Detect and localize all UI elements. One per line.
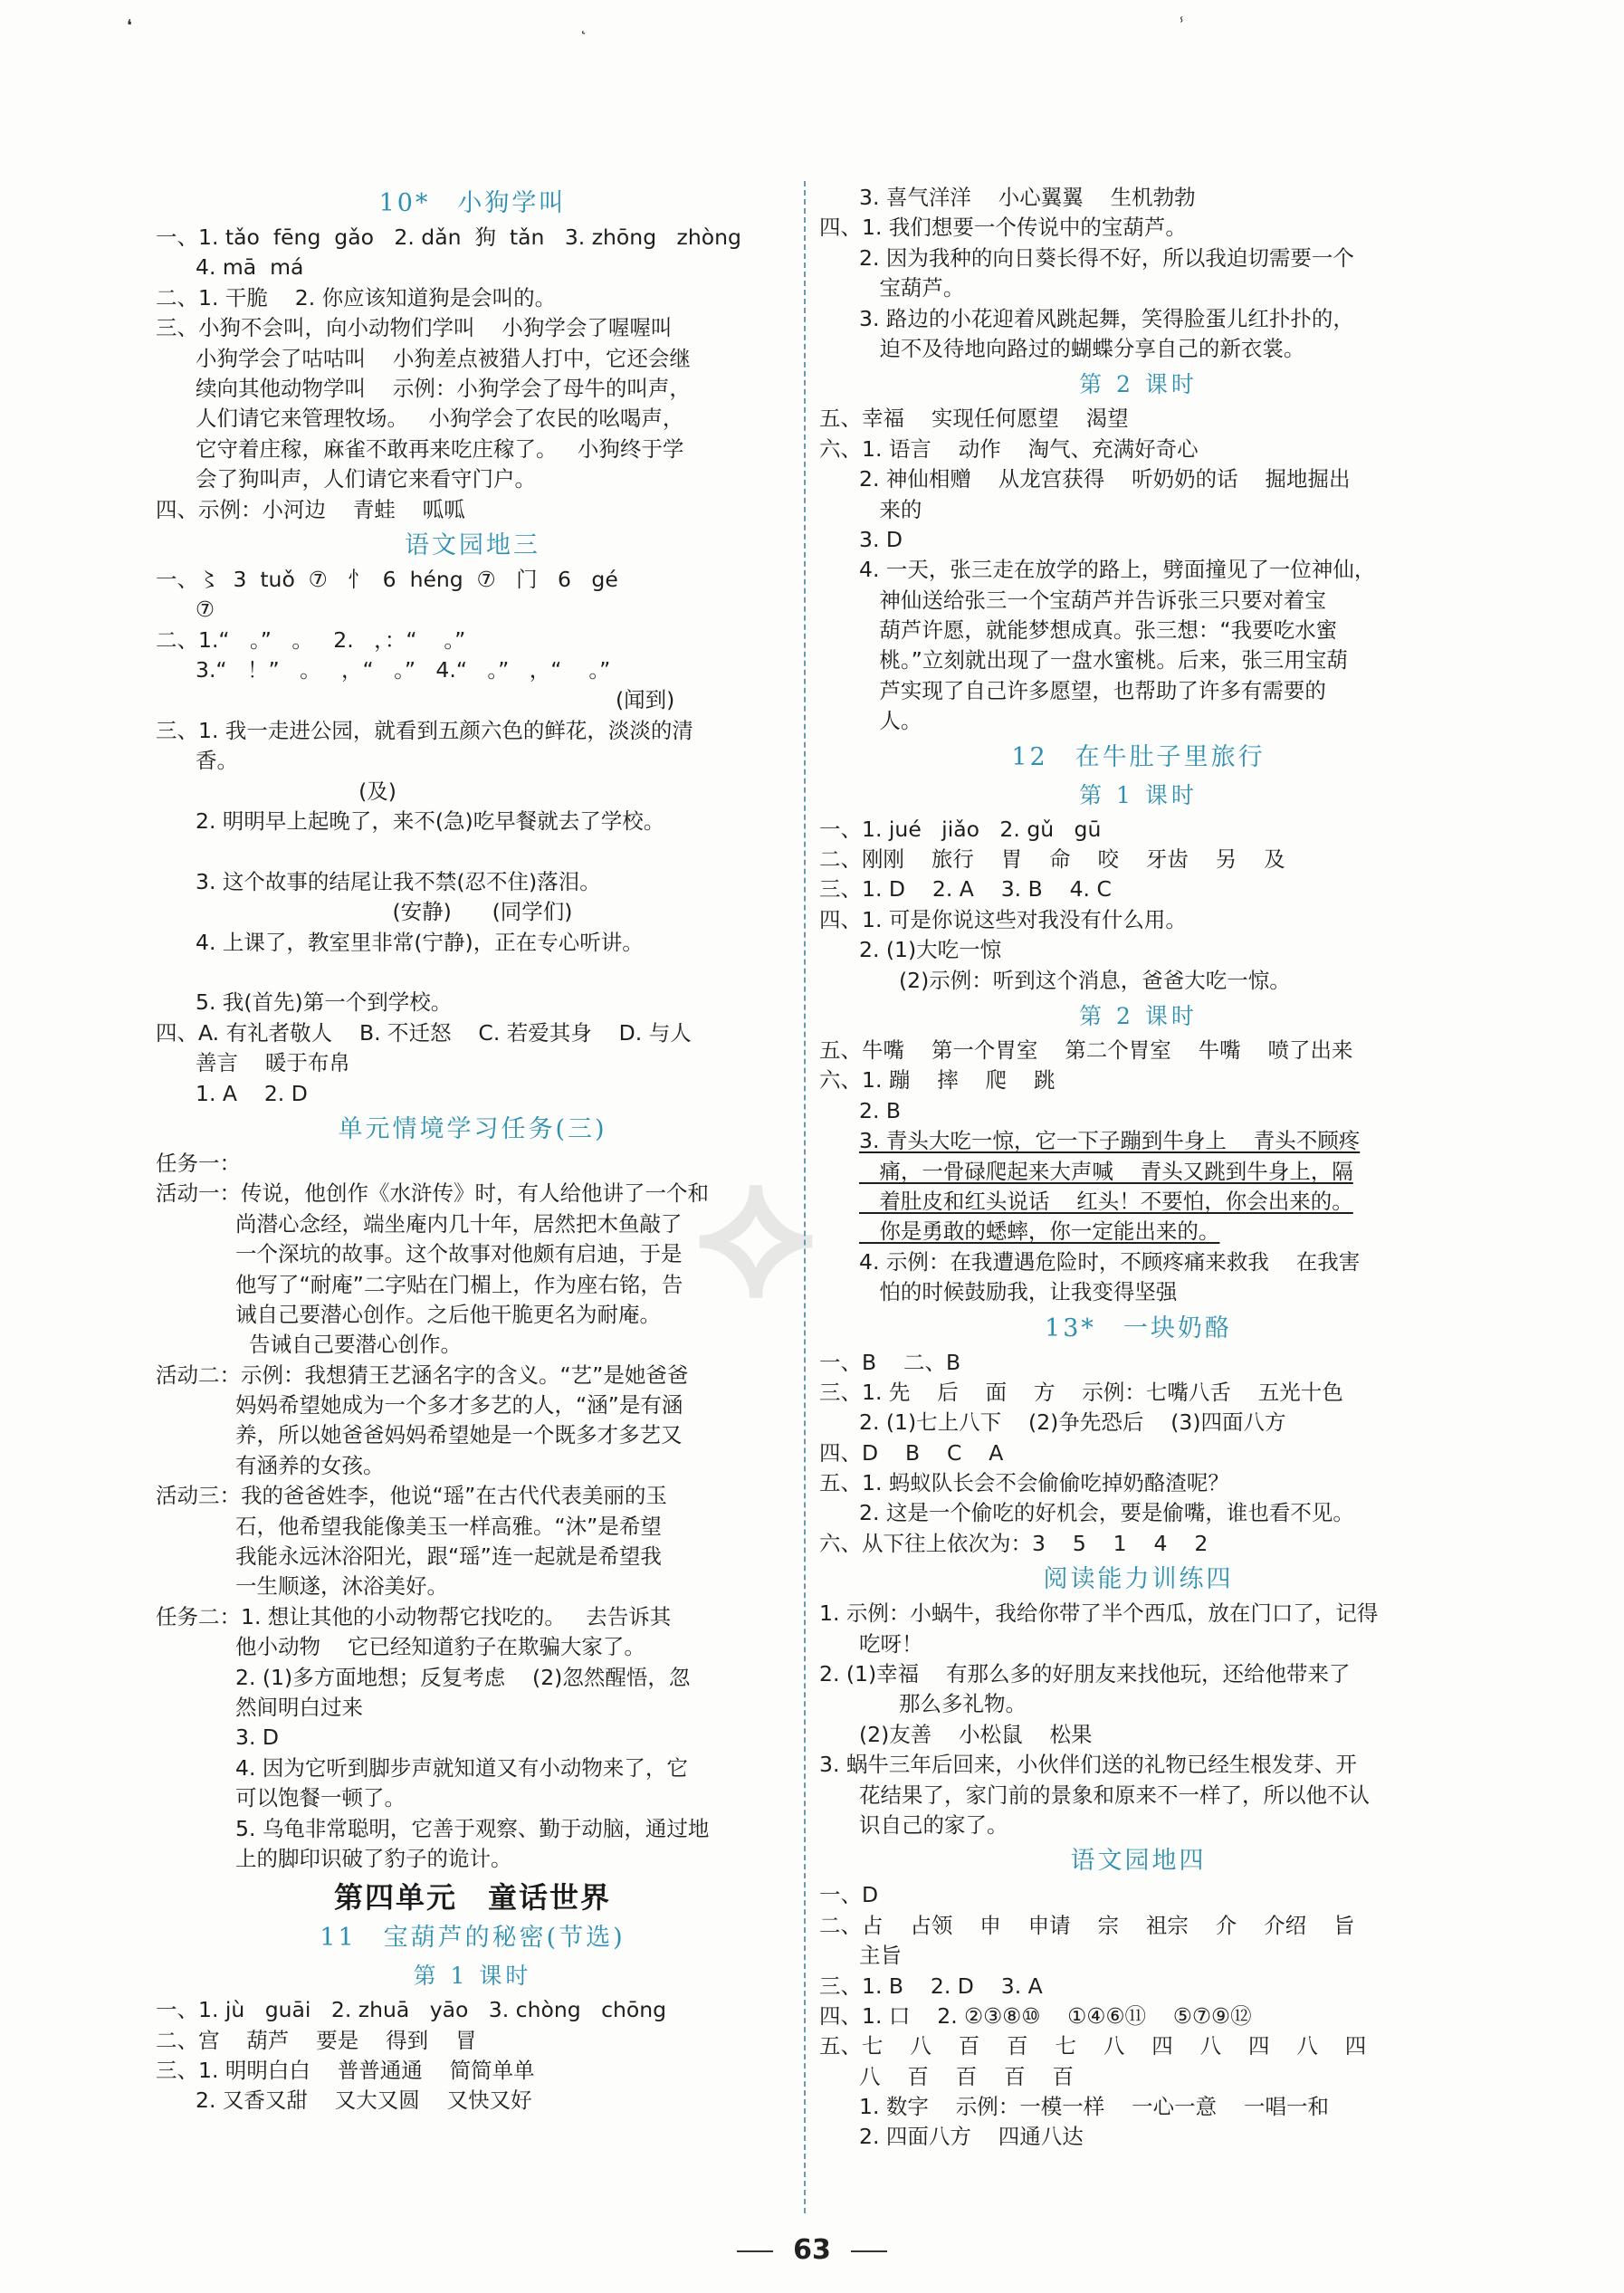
answer-text: 你是勇敢的蟋蟀，你一定能出来的。 bbox=[859, 1218, 1220, 1245]
column-divider bbox=[804, 181, 806, 2213]
answer-text: 可以饱餐一顿了。 bbox=[235, 1785, 406, 1811]
answer-line bbox=[819, 244, 1457, 273]
answer-text: 主旨 bbox=[859, 1943, 902, 1969]
answer-text: 2. (1)多方面地想；反复考虑 (2)忽然醒悟，忽 bbox=[235, 1664, 691, 1690]
answer-line bbox=[156, 777, 789, 807]
answer-line bbox=[819, 905, 1457, 935]
answer-text: 3. 蜗牛三年后回来，小伙伴们送的礼物已经生根发芽、开 bbox=[819, 1752, 1357, 1778]
answer-line bbox=[819, 1689, 1457, 1719]
answer-text: 尚潜心念经，端坐庵内几十年，居然把木鱼敲了 bbox=[235, 1210, 683, 1237]
answer-line bbox=[156, 1481, 789, 1511]
answer-line bbox=[819, 706, 1457, 736]
answer-text: 吃呀！ bbox=[859, 1630, 923, 1657]
answer-line bbox=[819, 1781, 1457, 1811]
answer-line bbox=[156, 1079, 789, 1109]
answer-line bbox=[156, 404, 789, 434]
answer-line bbox=[819, 1217, 1457, 1247]
answer-text: 第 2 课时 bbox=[1079, 371, 1198, 398]
answer-text: 五、幸福 实现任何愿望 渴望 bbox=[819, 406, 1129, 432]
answer-line bbox=[156, 1209, 789, 1239]
answer-line bbox=[819, 1941, 1457, 1971]
answer-text: (闻到) bbox=[156, 687, 675, 713]
answer-line bbox=[819, 213, 1457, 243]
answer-text: 来的 bbox=[859, 496, 922, 522]
answer-text: 3. 青头大吃一惊，它一下子蹦到牛身上 青头不顾疼 bbox=[859, 1128, 1361, 1154]
answer-text: 告诫自己要潜心创作。 bbox=[235, 1332, 462, 1358]
answer-text: 六、从下往上依次为：3 5 1 4 2 bbox=[819, 1530, 1208, 1556]
answer-text: 2. 四面八方 四通八达 bbox=[859, 2124, 1084, 2150]
answer-line bbox=[156, 988, 789, 1018]
answer-line bbox=[156, 1783, 789, 1813]
answer-line bbox=[156, 1995, 789, 2025]
answer-line bbox=[819, 183, 1457, 213]
answer-line bbox=[819, 1096, 1457, 1126]
answer-line bbox=[819, 555, 1457, 585]
answer-text: 4. 示例：在我遭遇危险时，不顾疼痛来救我 在我害 bbox=[859, 1248, 1361, 1275]
section-heading bbox=[819, 740, 1457, 775]
answer-text: 第 2 课时 bbox=[1079, 1002, 1198, 1029]
answer-text: (2)友善 小松鼠 松果 bbox=[859, 1721, 1093, 1747]
answer-line bbox=[156, 344, 789, 374]
answer-line bbox=[819, 1065, 1457, 1095]
answer-line bbox=[819, 1911, 1457, 1941]
answer-text: 上的脚印识破了豹子的诡计。 bbox=[235, 1845, 512, 1871]
answer-line bbox=[819, 586, 1457, 616]
answer-line bbox=[819, 1498, 1457, 1528]
answer-line bbox=[819, 1348, 1457, 1378]
answer-text: 一、1. jù guāi 2. zhuā yāo 3. chòng chōng bbox=[156, 1997, 667, 2023]
answer-text: 5. 我(首先)第一个到学校。 bbox=[196, 989, 453, 1016]
answer-line bbox=[819, 1972, 1457, 2002]
answer-text: 3.“ ！” 。 ，“ 。” 4.“ 。” ，“ 。” bbox=[196, 657, 611, 683]
answer-line bbox=[819, 1036, 1457, 1065]
answer-text: 迫不及待地向路过的蝴蝶分享自己的新衣裳。 bbox=[859, 335, 1305, 361]
answer-text: 单元情境学习任务(三) bbox=[338, 1114, 607, 1143]
answer-text: 葫芦许愿，就能梦想成真。张三想：“我要吃水蜜 bbox=[859, 617, 1338, 644]
footer-dash-left bbox=[737, 2250, 773, 2252]
answer-text: 六、1. 语言 动作 淘气、充满好奇心 bbox=[819, 435, 1199, 462]
answer-text: 1. 示例：小蜗牛，我给你带了半个西瓜，放在门口了，记得 bbox=[819, 1600, 1379, 1627]
answer-text: 2. 又香又甜 又大又圆 又快又好 bbox=[196, 2088, 532, 2114]
answer-text: 怕的时候鼓励我，让我变得坚强 bbox=[859, 1279, 1178, 1305]
answer-line bbox=[156, 1572, 789, 1601]
answer-line bbox=[156, 565, 789, 595]
answer-text: 1. 数字 示例：一模一样 一心一意 一唱一和 bbox=[859, 2094, 1330, 2120]
answer-line bbox=[819, 676, 1457, 706]
section-heading bbox=[819, 1312, 1457, 1346]
answer-text: 第 1 课时 bbox=[1079, 781, 1198, 808]
lesson-heading bbox=[819, 779, 1457, 813]
answer-text: 一、1. jué jiǎo 2. gǔ gū bbox=[819, 816, 1102, 842]
answer-line bbox=[156, 746, 789, 776]
corner-mark-left: ❛ bbox=[127, 16, 132, 35]
answer-text: 3. D bbox=[235, 1725, 279, 1751]
answer-line bbox=[156, 495, 789, 525]
answer-line bbox=[156, 1420, 789, 1450]
answer-line bbox=[819, 1720, 1457, 1750]
answer-line bbox=[156, 1149, 789, 1179]
answer-text: 三、1. B 2. D 3. A bbox=[819, 1973, 1043, 1999]
answer-text: 第四单元 童话世界 bbox=[333, 1880, 611, 1916]
faded-watermark: ⟡ bbox=[695, 1125, 817, 1336]
answer-line bbox=[819, 1811, 1457, 1840]
answer-text: 他小动物 它已经知道豹子在欺骗大家了。 bbox=[235, 1634, 645, 1660]
answer-text: 三、小狗不会叫，向小动物们学叫 小狗学会了喔喔叫 bbox=[156, 315, 673, 341]
answer-text: 2. 明明早上起晚了，来不(急)吃早餐就去了学校。 bbox=[196, 808, 665, 835]
answer-text: (及) bbox=[156, 778, 396, 804]
footer-dash-right bbox=[851, 2250, 887, 2252]
answer-line bbox=[156, 1361, 789, 1390]
answer-text: 识自己的家了。 bbox=[859, 1811, 1008, 1838]
answer-text: 三、1. D 2. A 3. B 4. C bbox=[819, 876, 1112, 903]
answer-text: 它守着庄稼，麻雀不敢再来吃庄稼了。 小狗终于学 bbox=[196, 435, 684, 462]
answer-text: 3. 这个故事的结尾让我不禁(忍不住)落泪。 bbox=[196, 868, 601, 894]
answer-line bbox=[819, 464, 1457, 494]
answer-line bbox=[156, 1693, 789, 1723]
answer-text: ⑦ bbox=[196, 597, 215, 623]
answer-text: 2. 这是一个偷吃的好机会，要是偷嘴，谁也看不见。 bbox=[859, 1500, 1354, 1526]
answer-text: 任务一： bbox=[156, 1150, 241, 1176]
answer-line bbox=[156, 626, 789, 655]
answer-line bbox=[156, 1542, 789, 1572]
answer-line bbox=[156, 464, 789, 494]
answer-line bbox=[156, 2026, 789, 2056]
lesson-heading bbox=[819, 999, 1457, 1034]
answer-text: 一、1. tǎo fēng gǎo 2. dǎn 狗 tǎn 3. zhōng zhòng bbox=[156, 225, 741, 250]
answer-text: 有涵养的女孩。 bbox=[235, 1452, 385, 1478]
answer-text: 2. (1)大吃一惊 bbox=[859, 937, 1002, 963]
answer-text: 一个深坑的故事。这个故事对他颇有启迪，于是 bbox=[235, 1241, 683, 1267]
answer-line bbox=[156, 1753, 789, 1783]
answer-line bbox=[156, 1814, 789, 1844]
answer-text: 三、1. 我一走进公园，就看到五颜六色的鲜花，淡淡的清 bbox=[156, 717, 693, 743]
answer-line bbox=[156, 1512, 789, 1542]
section-heading bbox=[156, 186, 789, 221]
answer-text: 活动三：我的爸爸姓李，他说“瑶”在古代代表美丽的玉 bbox=[156, 1483, 667, 1509]
answer-text: 二、宫 葫芦 要是 得到 冒 bbox=[156, 2027, 477, 2053]
answer-text: 着肚皮和红头说话 红头！不要怕，你会出来的。 bbox=[859, 1188, 1353, 1214]
answer-line bbox=[819, 1750, 1457, 1780]
answer-line bbox=[819, 1157, 1457, 1187]
answer-line bbox=[819, 1659, 1457, 1689]
answer-text: 我能永远沐浴阳光，跟“瑶”连一起就是希望我 bbox=[235, 1543, 662, 1570]
answer-line bbox=[156, 1270, 789, 1300]
answer-text: 八 百 百 百 百 bbox=[859, 2063, 1075, 2089]
answer-text: 五、1. 蚂蚁队长会不会偷偷吃掉奶酪渣呢？ bbox=[819, 1470, 1229, 1496]
answer-line bbox=[156, 655, 789, 685]
answer-line bbox=[156, 1179, 789, 1209]
answer-line bbox=[819, 815, 1457, 845]
answer-text: 四、A. 有礼者敬人 B. 不迁怒 C. 若爱其身 D. 与人 bbox=[156, 1019, 692, 1046]
page-number: 63 bbox=[793, 2234, 831, 2266]
answer-line bbox=[819, 845, 1457, 874]
answer-line bbox=[156, 1632, 789, 1662]
answer-line bbox=[156, 1300, 789, 1330]
answer-line bbox=[156, 958, 789, 988]
answer-line bbox=[819, 435, 1457, 464]
answer-text: 4. 因为它听到脚步声就知道又有小动物来了，它 bbox=[235, 1754, 688, 1781]
answer-text: 妈妈希望她成为一个多才多艺的人，“涵”是有涵 bbox=[235, 1392, 683, 1419]
answer-text: 花结果了，家门前的景象和原来不一样了，所以他不认 bbox=[859, 1782, 1370, 1808]
answer-text: 六、1. 蹦 摔 爬 跳 bbox=[819, 1067, 1056, 1094]
corner-mark-right: ⸯ bbox=[1177, 18, 1187, 37]
answer-text: 5. 乌龟非常聪明，它善于观察、勤于动脑，通过地 bbox=[235, 1815, 710, 1841]
answer-line bbox=[819, 404, 1457, 434]
answer-line bbox=[156, 283, 789, 313]
answer-text: 3. D bbox=[859, 526, 903, 552]
answer-text: 2. B bbox=[859, 1097, 902, 1123]
section-heading bbox=[156, 1113, 789, 1147]
answer-text: 阅读能力训练四 bbox=[1043, 1565, 1234, 1594]
answer-text: 宝葫芦。 bbox=[859, 275, 965, 301]
answer-line bbox=[156, 1663, 789, 1693]
answer-text: 12 在牛肚子里旅行 bbox=[1011, 742, 1266, 771]
answer-text: 续向其他动物学叫 示例：小狗学会了母牛的叫声， bbox=[196, 375, 691, 401]
answer-line bbox=[156, 897, 789, 927]
answer-line bbox=[156, 1239, 789, 1269]
answer-text: 活动二：示例：我想猜王艺涵名字的含义。“艺”是她爸爸 bbox=[156, 1361, 689, 1388]
answer-line bbox=[819, 935, 1457, 965]
answer-line bbox=[156, 807, 789, 836]
answer-line bbox=[819, 1408, 1457, 1438]
answer-text: 四、D B C A bbox=[819, 1439, 1004, 1466]
answer-text: 一、B 二、B bbox=[819, 1349, 961, 1375]
answer-line bbox=[819, 2122, 1457, 2152]
answer-line bbox=[819, 1378, 1457, 1408]
answer-line bbox=[156, 1602, 789, 1632]
answer-text: 石，他希望我能像美玉一样高雅。“沐”是希望 bbox=[235, 1513, 662, 1539]
section-heading bbox=[156, 1921, 789, 1955]
answer-line bbox=[156, 2056, 789, 2086]
answer-line bbox=[156, 836, 789, 866]
answer-text: 一、D bbox=[819, 1882, 879, 1908]
answer-text: 善言 暖于布帛 bbox=[196, 1050, 350, 1076]
answer-line bbox=[819, 2031, 1457, 2061]
answer-text: 那么多礼物。 bbox=[899, 1691, 1027, 1717]
corner-mark-middle: ˛ bbox=[579, 16, 588, 35]
answer-text: 他写了“耐庵”二字贴在门楣上，作为座右铭，告 bbox=[235, 1271, 683, 1297]
answer-text: 4. mā má bbox=[196, 254, 304, 281]
answer-line bbox=[819, 273, 1457, 303]
answer-text: 诫自己要潜心创作。之后他干脆更名为耐庵。 bbox=[235, 1301, 661, 1327]
answer-line bbox=[819, 304, 1457, 334]
answer-line bbox=[156, 928, 789, 958]
lesson-heading bbox=[819, 368, 1457, 402]
answer-line bbox=[156, 1048, 789, 1078]
answer-text: 芦实现了自己许多愿望，也帮助了许多有需要的 bbox=[859, 677, 1326, 703]
section-heading bbox=[156, 529, 789, 563]
answer-line bbox=[156, 313, 789, 343]
answer-line bbox=[819, 1277, 1457, 1307]
answer-text: 第 1 课时 bbox=[413, 1963, 532, 1990]
answer-text: 二、刚刚 旅行 胃 命 咬 牙齿 另 及 bbox=[819, 846, 1285, 873]
answer-text: 然间明白过来 bbox=[235, 1694, 363, 1720]
answer-text: (安静) (同学们) bbox=[156, 899, 573, 925]
answer-text: 痛，一骨碌爬起来大声喊 青头又跳到牛身上，隔 bbox=[859, 1158, 1353, 1184]
answer-line bbox=[156, 1018, 789, 1048]
answer-line bbox=[819, 495, 1457, 525]
right-column bbox=[819, 183, 1457, 2153]
answer-text: 三、1. 明明白白 普普通通 简简单单 bbox=[156, 2058, 535, 2084]
answer-line bbox=[156, 685, 789, 715]
answer-line bbox=[156, 1330, 789, 1360]
answer-line bbox=[819, 1187, 1457, 1217]
answer-line bbox=[819, 2092, 1457, 2122]
answer-text: 1. A 2. D bbox=[196, 1080, 308, 1106]
answer-line bbox=[156, 253, 789, 282]
answer-line bbox=[819, 1629, 1457, 1659]
answer-line bbox=[819, 1880, 1457, 1910]
section-heading bbox=[819, 1562, 1457, 1597]
answer-text: 3. 路边的小花迎着风跳起舞，笑得脸蛋儿红扑扑的， bbox=[859, 305, 1354, 331]
answer-text: 2. (1)七上八下 (2)争先恐后 (3)四面八方 bbox=[859, 1409, 1286, 1436]
answer-text: 四、示例：小河边 青蛙 呱呱 bbox=[156, 496, 465, 522]
answer-line bbox=[156, 716, 789, 746]
answer-line bbox=[819, 645, 1457, 675]
answer-text: 神仙送给张三一个宝葫芦并告诉张三只要对着宝 bbox=[859, 587, 1326, 613]
answer-line bbox=[156, 595, 789, 625]
answer-line bbox=[819, 1247, 1457, 1277]
answer-line bbox=[819, 2062, 1457, 2092]
answer-line bbox=[156, 867, 789, 897]
answer-text: 2. 因为我种的向日葵长得不好，所以我迫切需要一个 bbox=[859, 244, 1354, 271]
left-column bbox=[156, 183, 789, 2116]
answer-text: 2. 神仙相赠 从龙宫获得 听奶奶的话 掘地掘出 bbox=[859, 466, 1351, 492]
answer-text: 13* 一块奶酪 bbox=[1045, 1314, 1232, 1342]
answer-text: 会了狗叫声，人们请它来看守门户。 bbox=[196, 466, 536, 492]
answer-line bbox=[819, 1529, 1457, 1559]
section-heading bbox=[819, 1844, 1457, 1878]
answer-text: 4. 一天，张三走在放学的路上，劈面撞见了一位神仙， bbox=[859, 557, 1376, 583]
answer-text: 香。 bbox=[196, 748, 238, 774]
answer-text: 一、〻 3 tuǒ ⑦ 忄 6 héng ⑦ 门 6 gé bbox=[156, 566, 618, 592]
answer-line bbox=[156, 435, 789, 464]
unit-title bbox=[156, 1877, 789, 1917]
answer-text: 三、1. 先 后 面 方 示例：七嘴八舌 五光十色 bbox=[819, 1379, 1343, 1405]
answer-text: 二、1. 干脆 2. 你应该知道狗是会叫的。 bbox=[156, 284, 557, 311]
answer-text: 4. 上课了，教室里非常(宁静)，正在专心听讲。 bbox=[196, 929, 644, 955]
answer-line bbox=[819, 616, 1457, 645]
answer-line bbox=[819, 2002, 1457, 2031]
answer-text: 五、牛嘴 第一个胃室 第二个胃室 牛嘴 喷了出来 bbox=[819, 1037, 1353, 1063]
answer-line bbox=[819, 874, 1457, 904]
answer-text: 二、占 占领 申 申请 宗 祖宗 介 介绍 旨 bbox=[819, 1912, 1355, 1938]
answer-text: 语文园地四 bbox=[1070, 1847, 1207, 1876]
answer-line bbox=[819, 1468, 1457, 1498]
answer-line bbox=[156, 1723, 789, 1753]
answer-line bbox=[819, 1599, 1457, 1629]
answer-text: 五、七 八 百 百 七 八 四 八 四 八 四 bbox=[819, 2033, 1367, 2059]
answer-line bbox=[156, 1451, 789, 1481]
answer-text: 小狗学会了咕咕叫 小狗差点被猎人打中，它还会继 bbox=[196, 345, 691, 371]
answer-line bbox=[819, 525, 1457, 555]
answer-text: 语文园地三 bbox=[405, 530, 540, 559]
answer-text: 四、1. 口 2. ②③⑧⑩ ①④⑥⑪ ⑤⑦⑨⑫ bbox=[819, 2002, 1252, 2029]
answer-line bbox=[156, 2086, 789, 2116]
answer-text: 人们请它来管理牧场。 小狗学会了农民的吆喝声， bbox=[196, 406, 684, 432]
answer-line bbox=[819, 966, 1457, 996]
answer-text: 11 宝葫芦的秘密(节选) bbox=[320, 1924, 626, 1953]
answer-line bbox=[819, 1126, 1457, 1156]
page-footer bbox=[0, 2234, 1624, 2266]
answer-text: 一生顺遂，沐浴美好。 bbox=[235, 1573, 448, 1600]
answer-text: 3. 喜气洋洋 小心翼翼 生机勃勃 bbox=[859, 185, 1196, 210]
answer-line bbox=[819, 1438, 1457, 1468]
answer-text: 二、1.“ 。” 。 2. ，：“ 。” bbox=[156, 626, 466, 653]
answer-text: 养，所以她爸爸妈妈希望她是一个既多才多艺又 bbox=[235, 1422, 683, 1448]
answer-text: 桃。”立刻就出现了一盘水蜜桃。后来，张三用宝葫 bbox=[859, 647, 1348, 674]
answer-text: 10* 小狗学叫 bbox=[378, 189, 567, 217]
answer-line bbox=[156, 374, 789, 404]
answer-line bbox=[156, 223, 789, 253]
answer-text: 2. (1)幸福 有那么多的好朋友来找他玩，还给他带来了 bbox=[819, 1661, 1351, 1687]
answer-text: 四、1. 我们想要一个传说中的宝葫芦。 bbox=[819, 215, 1187, 241]
lesson-heading bbox=[156, 1959, 789, 1993]
answer-text: 任务二：1. 想让其他的小动物帮它找吃的。 去告诉其 bbox=[156, 1603, 672, 1629]
answer-text: 活动一：传说，他创作《水浒传》时，有人给他讲了一个和 bbox=[156, 1180, 709, 1207]
answer-text: (2)示例：听到这个消息，爸爸大吃一惊。 bbox=[899, 967, 1291, 993]
answer-line bbox=[156, 1844, 789, 1874]
answer-line bbox=[156, 1390, 789, 1420]
answer-line bbox=[819, 334, 1457, 364]
answer-text: 四、1. 可是你说这些对我没有什么用。 bbox=[819, 906, 1187, 932]
answer-text: 人。 bbox=[859, 708, 922, 734]
